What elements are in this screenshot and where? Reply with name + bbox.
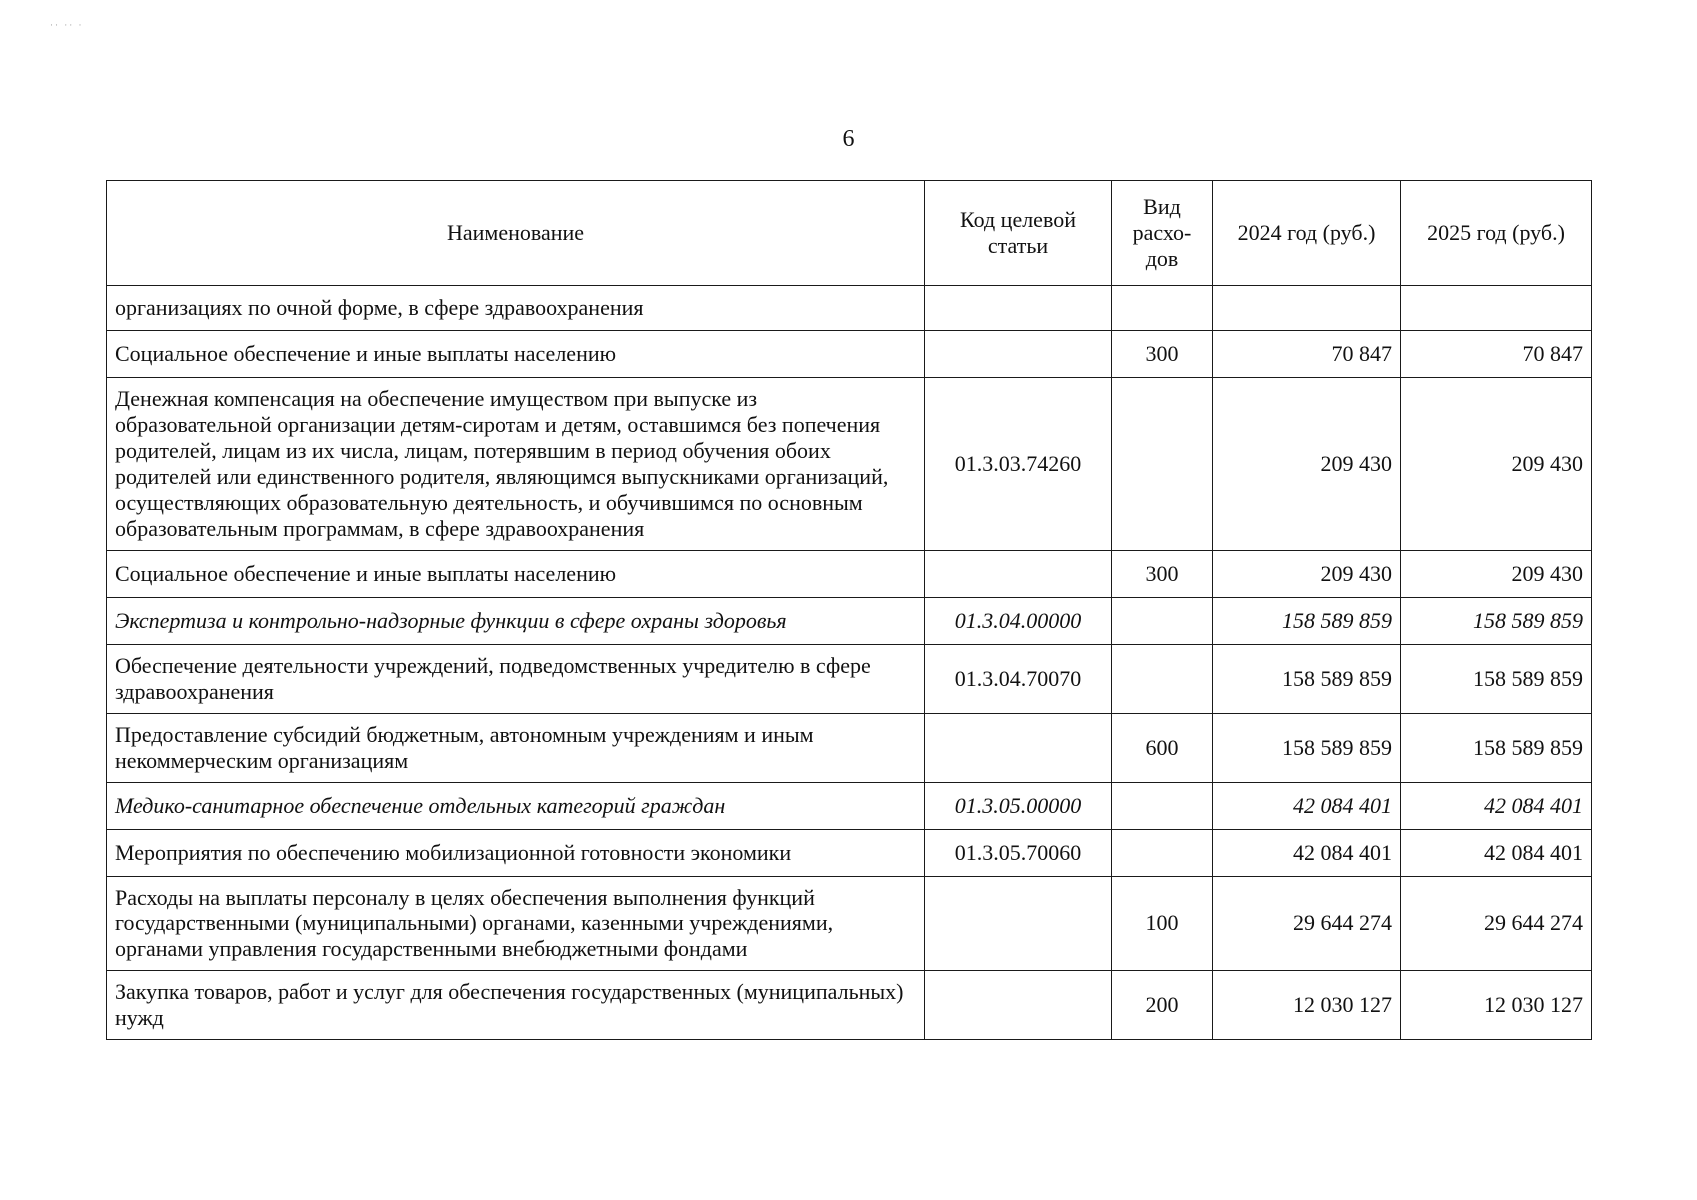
cell-2024: 209 430 [1213,378,1401,551]
table-row [107,644,1592,713]
cell-2024: 12 030 127 [1213,971,1401,1040]
cell-2025: 42 084 401 [1401,829,1592,876]
cell-name: Обеспечение деятельности учреждений, подведомственных учредителю в сфере здравоохранения [107,644,925,713]
table-row [107,378,1592,551]
cell-2025 [1401,286,1592,331]
cell-type: 300 [1112,550,1213,597]
header-2025: 2025 год (руб.) [1401,181,1592,286]
cell-code [925,713,1112,782]
cell-name: Медико-санитарное обеспечение отдельных категорий граждан [107,782,925,829]
cell-2025: 42 084 401 [1401,782,1592,829]
table-row [107,971,1592,1040]
cell-code: 01.3.04.70070 [925,644,1112,713]
cell-name: Денежная компенсация на обеспечение имуществом при выпуске из образовательной организации детям-сиротам и детям, оставшимся без попечения родителей, лицам из их числа, лицам, потерявшим в период обучения обоих родителей или единственного родителя, являющимся выпускниками организаций, осуществляющих образовательную деятельность, и обучившимся по основным образовательным программам, в сфере здравоохранения [107,378,925,551]
cell-code [925,971,1112,1040]
cell-name: Закупка товаров, работ и услуг для обеспечения государственных (муниципальных) нужд [107,971,925,1040]
cell-name: Социальное обеспечение и иные выплаты населению [107,331,925,378]
cell-2024: 42 084 401 [1213,782,1401,829]
budget-table [106,180,1592,1040]
table-row [107,331,1592,378]
header-row [107,181,1592,286]
page-number: 6 [842,126,855,152]
cell-code: 01.3.04.00000 [925,597,1112,644]
table-row [107,550,1592,597]
cell-code [925,286,1112,331]
cell-name: Мероприятия по обеспечению мобилизационной готовности экономики [107,829,925,876]
cell-2025: 12 030 127 [1401,971,1592,1040]
cell-type [1112,829,1213,876]
cell-2025: 29 644 274 [1401,876,1592,971]
table-row [107,597,1592,644]
cell-2024: 209 430 [1213,550,1401,597]
cell-name: организациях по очной форме, в сфере здравоохранения [107,286,925,331]
cell-type [1112,378,1213,551]
cell-type [1112,644,1213,713]
cell-type: 600 [1112,713,1213,782]
cell-2025: 158 589 859 [1401,713,1592,782]
cell-2024: 158 589 859 [1213,597,1401,644]
table-row [107,713,1592,782]
cell-code [925,331,1112,378]
cell-2024: 158 589 859 [1213,644,1401,713]
cell-name: Предоставление субсидий бюджетным, автономным учреждениям и иным некоммерческим организациям [107,713,925,782]
cell-name: Социальное обеспечение и иные выплаты населению [107,550,925,597]
cell-2024: 70 847 [1213,331,1401,378]
scan-mark: ·· ·· · [50,20,84,30]
cell-name: Расходы на выплаты персоналу в целях обеспечения выполнения функций государственными (муниципальными) органами, казенными учреждениями, органами управления государственными внебюджетными фондами [107,876,925,971]
cell-type [1112,286,1213,331]
header-2024: 2024 год (руб.) [1213,181,1401,286]
cell-2024 [1213,286,1401,331]
cell-type: 100 [1112,876,1213,971]
table-row [107,829,1592,876]
header-name: Наименование [107,181,925,286]
cell-type: 200 [1112,971,1213,1040]
cell-2025: 158 589 859 [1401,597,1592,644]
cell-2025: 158 589 859 [1401,644,1592,713]
cell-type [1112,782,1213,829]
cell-code: 01.3.05.70060 [925,829,1112,876]
cell-code [925,876,1112,971]
cell-type: 300 [1112,331,1213,378]
cell-code: 01.3.05.00000 [925,782,1112,829]
table-row [107,876,1592,971]
cell-2025: 209 430 [1401,550,1592,597]
cell-2024: 29 644 274 [1213,876,1401,971]
header-type: Вид расхо-дов [1112,181,1213,286]
table-row [107,782,1592,829]
cell-2024: 42 084 401 [1213,829,1401,876]
cell-code [925,550,1112,597]
cell-name: Экспертиза и контрольно-надзорные функции в сфере охраны здоровья [107,597,925,644]
cell-2024: 158 589 859 [1213,713,1401,782]
cell-code: 01.3.03.74260 [925,378,1112,551]
cell-2025: 70 847 [1401,331,1592,378]
cell-2025: 209 430 [1401,378,1592,551]
table-row [107,286,1592,331]
cell-type [1112,597,1213,644]
header-code: Код целевой статьи [925,181,1112,286]
